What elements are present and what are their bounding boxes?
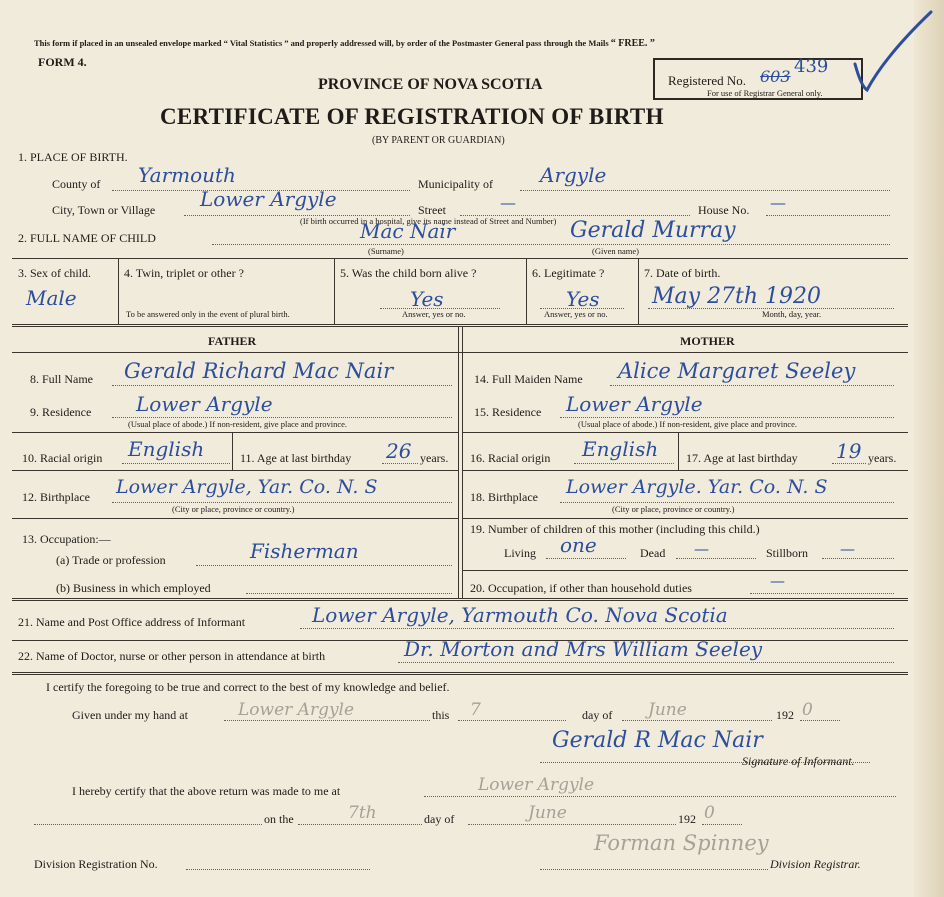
certificate-subtitle: (BY PARENT OR GUARDIAN) (372, 135, 505, 146)
mother-birthplace-value: Lower Argyle. Yar. Co. N. S (566, 476, 828, 498)
surname-caption: (Surname) (368, 246, 404, 256)
dead-value: — (694, 540, 709, 558)
informant-address-value: Lower Argyle, Yarmouth Co. Nova Scotia (312, 603, 728, 627)
trade-label: (a) Trade or profession (56, 553, 166, 567)
municipality-label: Municipality of (418, 177, 493, 191)
informant-signature: Gerald R Mac Nair (552, 728, 763, 753)
business-line (246, 593, 452, 594)
father-birthplace-label: 12. Birthplace (22, 490, 90, 504)
rule (678, 432, 679, 470)
mail-notice-free: “ FREE. ” (610, 38, 655, 49)
stillborn-label: Stillborn (766, 546, 809, 560)
certificate-title: CERTIFICATE OF REGISTRATION OF BIRTH (160, 104, 664, 129)
rule (12, 258, 908, 259)
given-at-label: Given under my hand at (72, 708, 188, 722)
mother-residence-label: 15. Residence (474, 405, 542, 419)
legitimate-label: 6. Legitimate ? (532, 266, 605, 280)
form-number: FORM 4. (38, 55, 87, 69)
born-alive-value: Yes (410, 287, 444, 311)
mother-residence-note: (Usual place of abode.) If non-resident, give place and province. (578, 419, 798, 429)
registrar-statement: I hereby certify that the above return was made to me at (72, 784, 341, 798)
trade-value: Fisherman (250, 539, 359, 563)
father-residence-label: 9. Residence (30, 405, 92, 419)
living-value: one (560, 533, 597, 557)
check-mark-icon (845, 6, 937, 96)
given-at-place: Lower Argyle (238, 700, 355, 720)
mother-occupation-value: — (770, 572, 785, 590)
mother-name-line (610, 385, 894, 386)
mother-name-label: 14. Full Maiden Name (474, 372, 583, 386)
living-label: Living (504, 546, 536, 560)
registered-number-label: Registered No. (668, 73, 746, 88)
rule (638, 258, 639, 324)
mother-heading: MOTHER (680, 334, 735, 348)
rule (118, 258, 119, 324)
rule (526, 258, 527, 324)
registrar-place: Lower Argyle (478, 775, 595, 795)
registrar-year-line (702, 824, 742, 825)
division-registrar-signature: Forman Spinney (594, 831, 769, 855)
father-heading: FATHER (208, 334, 257, 348)
informant-address-label: 21. Name and Post Office address of Informant (18, 615, 246, 629)
registered-number-struck: 603 (760, 67, 791, 86)
birth-date-value: May 27th 1920 (652, 284, 822, 309)
mother-age-value: 19 (836, 439, 862, 463)
county-value: Yarmouth (138, 163, 236, 187)
rule (12, 470, 458, 471)
doctor-line (398, 662, 894, 663)
registrar-day: 7th (348, 803, 377, 823)
registrar-place-line (424, 796, 896, 797)
dead-line (676, 558, 756, 559)
registrar-blank-line (34, 824, 262, 825)
child-given-name-value: Gerald Murray (570, 218, 736, 243)
given-year-line (800, 720, 840, 721)
mother-birthplace-label: 18. Birthplace (470, 490, 538, 504)
division-registrar-line (540, 869, 768, 870)
informant-signature-caption: Signature of Informant. (742, 754, 855, 768)
stillborn-line (822, 558, 894, 559)
given-name-caption: (Given name) (592, 246, 639, 256)
father-age-value: 26 (386, 439, 412, 463)
mother-years-label: years. (868, 451, 897, 465)
city-value: Lower Argyle (200, 187, 337, 211)
child-surname-value: Mac Nair (360, 219, 456, 243)
business-label: (b) Business in which employed (56, 581, 211, 595)
stillborn-value: — (840, 540, 855, 558)
father-name-value: Gerald Richard Mac Nair (124, 359, 394, 383)
informant-address-line (300, 628, 894, 629)
rule (12, 432, 458, 433)
father-racial-line (122, 463, 230, 464)
sex-label: 3. Sex of child. (18, 266, 91, 280)
mother-name-value: Alice Margaret Seeley (618, 359, 856, 383)
father-residence-line (112, 417, 452, 418)
mother-occupation-line (750, 593, 894, 594)
father-name-label: 8. Full Name (30, 372, 93, 386)
municipality-value: Argyle (540, 163, 607, 187)
rule (232, 432, 233, 470)
municipality-line (520, 190, 890, 191)
child-name-label: 2. FULL NAME OF CHILD (18, 231, 156, 245)
mother-birthplace-note: (City or place, province or country.) (612, 504, 735, 514)
registrar-day-of-label: day of (424, 812, 455, 826)
mother-age-line (832, 463, 866, 464)
rule (462, 470, 908, 471)
province-heading: PROVINCE OF NOVA SCOTIA (318, 76, 543, 93)
doctor-label: 22. Name of Doctor, nurse or other person in attendance at birth (18, 649, 326, 663)
sex-value: Male (26, 286, 77, 310)
registrar-month: June (528, 803, 567, 823)
born-alive-note: Answer, yes or no. (402, 309, 466, 319)
given-day: 7 (470, 700, 481, 720)
mother-birthplace-line (560, 502, 894, 503)
mother-racial-label: 16. Racial origin (470, 451, 551, 465)
doctor-value: Dr. Morton and Mrs William Seeley (404, 637, 763, 661)
father-occupation-label: 13. Occupation:— (22, 532, 111, 546)
mother-residence-line (560, 417, 894, 418)
father-racial-label: 10. Racial origin (22, 451, 103, 465)
father-name-line (112, 385, 452, 386)
dead-label: Dead (640, 546, 666, 560)
division-registration-number-label: Division Registration No. (34, 857, 158, 871)
registrar-year-prefix: 192 (678, 812, 696, 826)
mother-age-label: 17. Age at last birthday (686, 451, 798, 465)
father-residence-value: Lower Argyle (136, 392, 273, 416)
division-registrar-label: Division Registrar. (770, 857, 861, 871)
father-birthplace-note: (City or place, province or country.) (172, 504, 295, 514)
certify-statement: I certify the foregoing to be true and correct to the best of my knowledge and belief. (46, 680, 450, 694)
rule (334, 258, 335, 324)
rule (12, 672, 908, 675)
registrar-general-note: For use of Registrar General only. (707, 88, 823, 98)
street-value: — (500, 193, 516, 212)
twin-label: 4. Twin, triplet or other ? (124, 266, 244, 280)
twin-note: To be answered only in the event of plural birth. (126, 309, 290, 319)
place-of-birth-heading: 1. PLACE OF BIRTH. (18, 150, 128, 164)
rule (462, 432, 908, 433)
mother-occupation-label: 20. Occupation, if other than household duties (470, 581, 692, 595)
house-number-line (766, 215, 890, 216)
division-registration-number-line (186, 869, 370, 870)
house-number-value: — (770, 193, 786, 212)
father-birthplace-value: Lower Argyle, Yar. Co. N. S (116, 476, 378, 498)
father-age-line (382, 463, 418, 464)
rule (462, 326, 463, 598)
county-label: County of (52, 177, 101, 191)
rule (12, 598, 908, 601)
father-years-label: years. (420, 451, 449, 465)
rule (12, 324, 908, 327)
registered-number-value: 439 (794, 56, 829, 77)
rule (12, 518, 458, 519)
city-label: City, Town or Village (52, 203, 156, 217)
mother-residence-value: Lower Argyle (566, 392, 703, 416)
child-name-line (212, 244, 890, 245)
father-birthplace-line (112, 502, 452, 503)
registrar-on-the-label: on the (264, 812, 294, 826)
rule (462, 570, 908, 571)
mother-children-label: 19. Number of children of this mother (including this child.) (470, 522, 760, 536)
rule (462, 518, 908, 519)
birth-date-label: 7. Date of birth. (644, 266, 721, 280)
given-month-line (622, 720, 772, 721)
mail-notice-start: This form if placed in an unsealed envelope marked (34, 38, 222, 48)
legitimate-note: Answer, yes or no. (544, 309, 608, 319)
born-alive-label: 5. Was the child born alive ? (340, 266, 477, 280)
registrar-month-line (468, 824, 676, 825)
mail-notice (34, 38, 655, 49)
mother-racial-value: English (582, 437, 659, 461)
house-number-label: House No. (698, 203, 750, 217)
living-line (546, 558, 626, 559)
mother-racial-line (574, 463, 674, 464)
trade-line (196, 565, 452, 566)
given-year-prefix: 192 (776, 708, 794, 722)
rule (458, 326, 459, 598)
rule (12, 352, 908, 353)
father-age-label: 11. Age at last birthday (240, 451, 352, 465)
registrar-day-line (298, 824, 422, 825)
birth-date-note: Month, day, year. (762, 309, 822, 319)
this-label: this (432, 708, 450, 722)
father-residence-note: (Usual place of abode.) If non-resident, give place and province. (128, 419, 348, 429)
father-racial-value: English (128, 437, 205, 461)
mail-notice-rest: “ Vital Statistics ” and properly addressed will, by order of the Postmaster General pass through the Mails (223, 38, 609, 48)
given-month: June (648, 700, 687, 720)
legitimate-value: Yes (566, 287, 600, 311)
registrar-year-digit: 0 (704, 803, 715, 823)
given-year-digit: 0 (802, 700, 813, 720)
given-day-of-label: day of (582, 708, 613, 722)
hospital-note: (If birth occurred in a hospital, give its name instead of Street and Number) (300, 216, 557, 226)
street-label: Street (418, 203, 446, 217)
